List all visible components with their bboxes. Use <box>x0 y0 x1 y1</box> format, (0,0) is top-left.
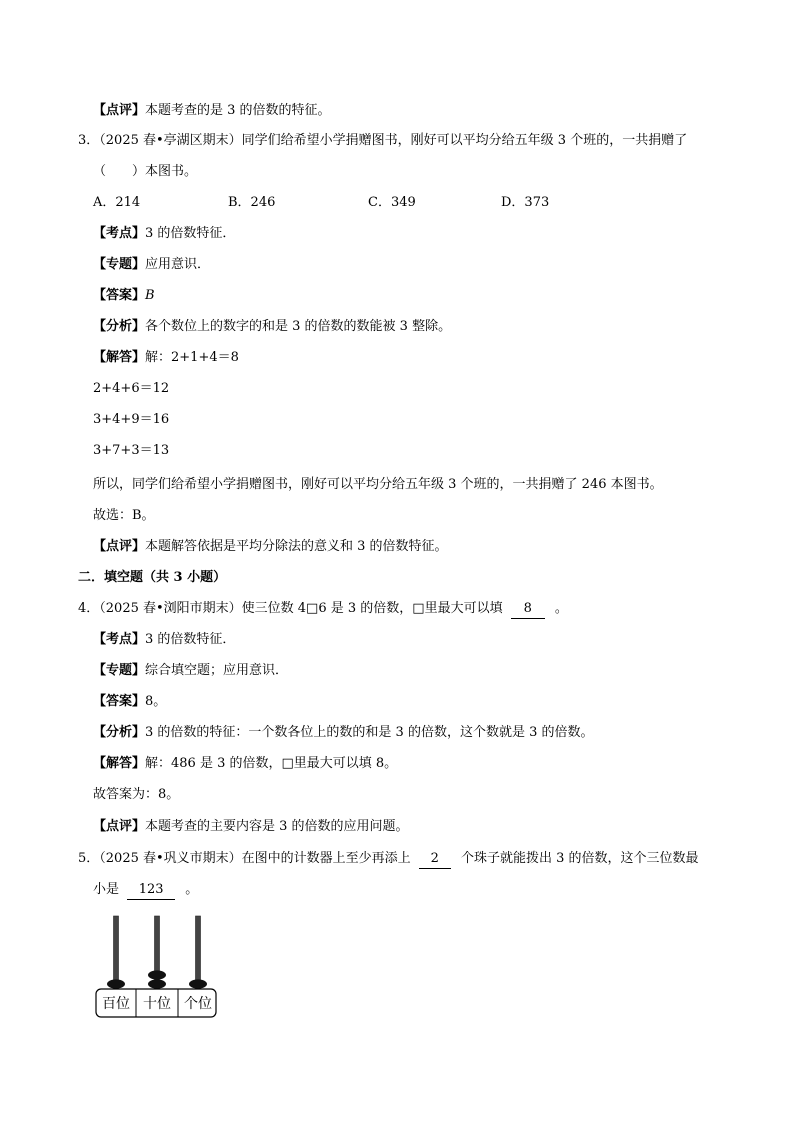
jieda-text: 解：486 是 3 的倍数，□里最大可以填 8。 <box>145 756 398 771</box>
q4-stem-pre: 4．（2025 春•浏阳市期末）使三位数 4□6 是 3 的倍数，□里最大可以填 <box>78 601 503 616</box>
q3-calc-3: 3+7+3＝13 <box>93 443 170 458</box>
fenxi-tag: 【分析】 <box>93 319 146 334</box>
jieda-text: 解：2+1+4＝8 <box>145 350 239 365</box>
q3-zhuanti <box>93 256 210 274</box>
q3-stem-line2: （ ）本图书。 <box>93 164 198 179</box>
dianping-tag: 【点评】 <box>93 819 146 834</box>
q5-stem2-pre: 小是 <box>93 882 120 897</box>
q3-fenxi <box>93 318 451 336</box>
abacus-figure <box>88 910 228 1022</box>
q4-stem <box>78 600 568 619</box>
q4-zhuanti <box>93 662 288 680</box>
q3-guxuan: 故选：B。 <box>93 508 155 523</box>
q3-stem-line1: 3．（2025 春•亭湖区期末）同学们给希望小学捐赠图书，刚好可以平均分给五年级 3 个班的，一共捐赠了 <box>78 133 688 148</box>
q4-kaodian <box>93 631 235 649</box>
abacus-bead <box>107 979 125 988</box>
kaodian-text: 3 的倍数特征． <box>145 632 236 647</box>
kaodian-tag: 【考点】 <box>93 632 146 647</box>
q5-answer-blank-1: 2 <box>419 850 451 869</box>
abacus-rod <box>196 916 201 989</box>
q3-jieda <box>93 349 239 367</box>
review-tag: 【点评】 <box>93 103 146 118</box>
q3-kaodian <box>93 225 235 243</box>
review-text: 本题考查的是 3 的倍数的特征。 <box>145 103 331 118</box>
q3-calc-2: 3+4+9＝16 <box>93 412 170 427</box>
section-title: 二．填空题（共 3 小题） <box>78 570 227 585</box>
q3-conclusion: 所以，同学们给希望小学捐赠图书，刚好可以平均分给五年级 3 个班的，一共捐赠了 246 本图书。 <box>93 477 663 492</box>
jieda-tag: 【解答】 <box>93 350 146 365</box>
q4-daan <box>93 693 166 711</box>
q4-dianping <box>93 818 409 836</box>
dianping-text: 本题考查的主要内容是 3 的倍数的应用问题。 <box>145 819 409 834</box>
kaodian-tag: 【考点】 <box>93 226 146 241</box>
zhuanti-text: 综合填空题；应用意识． <box>145 663 289 678</box>
fenxi-tag: 【分析】 <box>93 725 146 740</box>
q4-answer-blank: 8 <box>511 600 545 619</box>
dianping-text: 本题解答依据是平均分除法的意义和 3 的倍数特征。 <box>145 539 448 554</box>
abacus-label-tens: 十位 <box>143 996 171 1012</box>
kaodian-text: 3 的倍数特征． <box>145 226 236 241</box>
dianping-tag: 【点评】 <box>93 539 146 554</box>
daan-tag: 【答案】 <box>93 288 146 303</box>
daan-tag: 【答案】 <box>93 694 146 709</box>
q3-option-d: D．373 <box>501 195 550 210</box>
q3-calc-1: 2+4+6＝12 <box>93 381 170 396</box>
abacus-bead <box>189 979 207 988</box>
q3-option-a: A．214 <box>93 195 141 210</box>
q5-stem-line2 <box>93 881 198 900</box>
q4-stem-post: 。 <box>554 601 568 616</box>
fenxi-text: 3 的倍数的特征：一个数各位上的数的和是 3 的倍数，这个数就是 3 的倍数。 <box>145 725 594 740</box>
zhuanti-tag: 【专题】 <box>93 257 146 272</box>
daan-text: 8。 <box>145 694 167 709</box>
daan-text: B <box>145 288 155 303</box>
top-review <box>93 102 331 120</box>
abacus-label-ones: 个位 <box>184 996 212 1012</box>
q5-stem-line1 <box>78 850 698 869</box>
q5-answer-blank-2: 123 <box>127 881 175 900</box>
q3-option-b: B．246 <box>228 195 276 210</box>
q5-stem-pre: 5．（2025 春•巩义市期末）在图中的计数器上至少再添上 <box>78 851 411 866</box>
q3-option-c: C．349 <box>368 195 416 210</box>
abacus-label-hundreds: 百位 <box>102 996 130 1012</box>
q3-dianping <box>93 538 448 556</box>
abacus-beads <box>107 970 207 988</box>
fenxi-text: 各个数位上的数字的和是 3 的倍数的数能被 3 整除。 <box>145 319 452 334</box>
abacus-bead <box>148 970 166 979</box>
q4-fenxi <box>93 724 594 742</box>
abacus-bead <box>148 979 166 988</box>
q4-jieda <box>93 755 397 773</box>
q3-daan <box>93 287 155 305</box>
abacus-rod <box>114 916 119 989</box>
q5-stem-mid: 个珠子就能拨出 3 的倍数，这个三位数最 <box>460 851 699 866</box>
zhuanti-text: 应用意识． <box>145 257 211 272</box>
zhuanti-tag: 【专题】 <box>93 663 146 678</box>
q5-stem2-post: 。 <box>185 882 199 897</box>
jieda-tag: 【解答】 <box>93 756 146 771</box>
q4-gudaan: 故答案为：8。 <box>93 787 180 802</box>
